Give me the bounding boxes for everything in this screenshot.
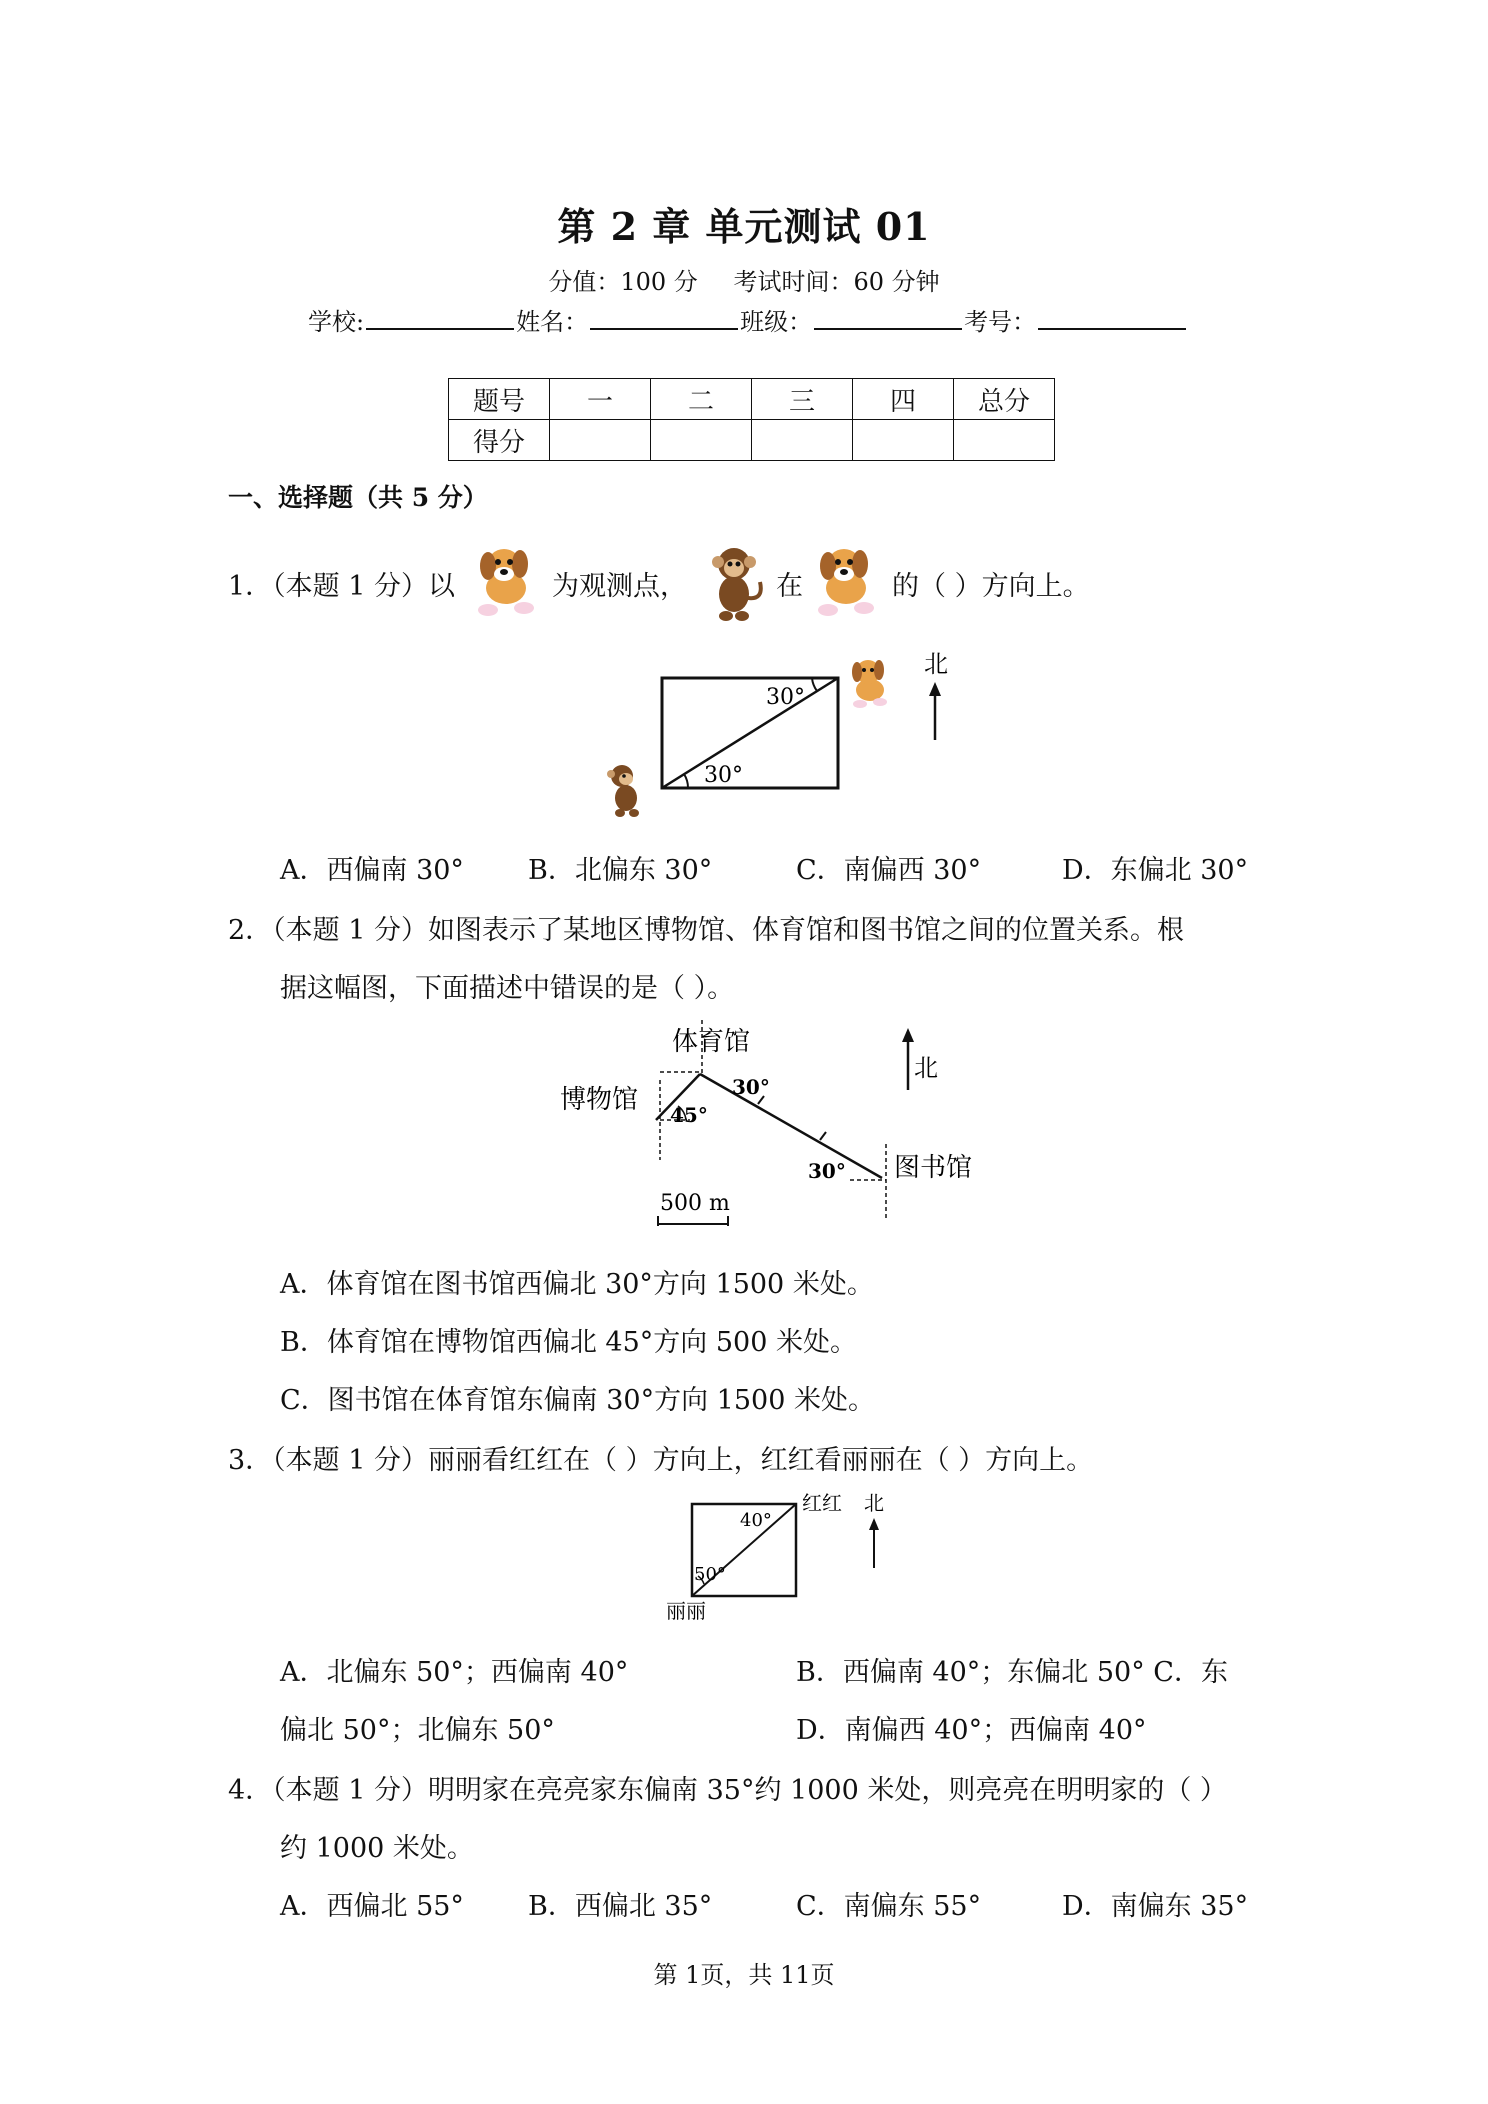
q4-option-c[interactable]: C．南偏东 55° (796, 1891, 982, 1922)
name-label: 姓名： (516, 308, 589, 336)
q1-stem-a: 1．（本题 1 分）以 (228, 571, 456, 602)
north-arrow-icon (869, 1518, 879, 1530)
table-cell: 三 (752, 379, 853, 420)
name-field[interactable] (590, 306, 738, 330)
q2-stem-line1: 2．（本题 1 分）如图表示了某地区博物馆、体育馆和图书馆之间的位置关系。根 (228, 915, 1185, 946)
north-arrow-icon (929, 682, 941, 696)
score-value: 分值：100 分 (548, 268, 698, 296)
table-cell: 得分 (449, 420, 550, 461)
north-arrow-icon (902, 1028, 914, 1042)
q1-angle-bottom: 30° (704, 763, 743, 788)
class-field[interactable] (814, 306, 962, 330)
q2-gym-label: 体育馆 (672, 1027, 751, 1057)
q1-option-a[interactable]: A．西偏南 30° (280, 855, 464, 886)
q1-stem-b: 为观测点， (552, 571, 687, 602)
exam-meta (0, 262, 1488, 297)
q3-figure (650, 1484, 910, 1624)
q2-library-label: 图书馆 (894, 1153, 973, 1183)
monkey-icon (607, 765, 639, 817)
q3-option-c-cont[interactable]: 偏北 50°；北偏东 50° (280, 1715, 555, 1746)
q3-angle-top: 40° (740, 1510, 772, 1531)
monkey-icon (704, 538, 768, 624)
dog-icon (806, 536, 886, 626)
q2-north-label: 北 (914, 1054, 938, 1082)
q4-stem-line2: 约 1000 米处。 (280, 1833, 474, 1864)
table-cell: 题号 (449, 379, 550, 420)
q1-angle-top: 30° (766, 685, 805, 710)
table-row (449, 420, 1055, 461)
score-table (448, 378, 1055, 461)
q3-option-b[interactable]: B．西偏南 40°；东偏北 50° C．东 (796, 1657, 1228, 1688)
score-cell[interactable] (853, 420, 954, 461)
q2-option-c[interactable]: C．图书馆在体育馆东偏南 30°方向 1500 米处。 (280, 1385, 875, 1416)
q1-stem-c: 在 (776, 571, 803, 602)
number-field[interactable] (1038, 306, 1186, 330)
score-cell[interactable] (550, 420, 651, 461)
score-cell[interactable] (752, 420, 853, 461)
school-label: 学校: (308, 308, 365, 336)
q2-option-a[interactable]: A．体育馆在图书馆西偏北 30°方向 1500 米处。 (280, 1269, 874, 1300)
number-label: 考号： (964, 308, 1037, 336)
q1-option-d[interactable]: D．东偏北 30° (1062, 855, 1249, 886)
page-title: 第 2 章 单元测试 01 (557, 204, 931, 249)
q1-stem-d: 的（ ）方向上。 (892, 571, 1090, 602)
school-field[interactable] (366, 306, 514, 330)
dog-icon (852, 660, 887, 708)
q4-option-b[interactable]: B．西偏北 35° (528, 1891, 713, 1922)
q4-option-a[interactable]: A．西偏北 55° (280, 1891, 464, 1922)
q2-stem-line2: 据这幅图，下面描述中错误的是（ ）。 (280, 973, 735, 1004)
table-row (449, 379, 1055, 420)
q2-angle-museum: 45° (670, 1103, 708, 1127)
q1-option-c[interactable]: C．南偏西 30° (796, 855, 982, 886)
q3-option-d[interactable]: D．南偏西 40°；西偏南 40° (796, 1715, 1147, 1746)
q1-north-label: 北 (924, 650, 948, 678)
q4-option-d[interactable]: D．南偏东 35° (1062, 1891, 1249, 1922)
table-cell: 四 (853, 379, 954, 420)
exam-time: 考试时间：60 分钟 (733, 268, 940, 296)
table-cell: 一 (550, 379, 651, 420)
table-cell: 二 (651, 379, 752, 420)
q3-honghong-label: 红红 (802, 1491, 842, 1515)
class-label: 班级： (740, 308, 813, 336)
q2-museum-label: 博物馆 (560, 1085, 639, 1115)
q2-angle-gym: 30° (732, 1075, 770, 1099)
q2-figure (560, 1020, 1020, 1240)
section-title: 一、选择题（共 5 分） (228, 483, 488, 512)
q3-lili-label: 丽丽 (666, 1599, 706, 1623)
q2-angle-library: 30° (808, 1159, 846, 1183)
q3-angle-bottom: 50° (694, 1564, 726, 1585)
q1-option-b[interactable]: B．北偏东 30° (528, 855, 713, 886)
dog-icon (466, 536, 546, 626)
q3-stem: 3．（本题 1 分）丽丽看红红在（ ）方向上，红红看丽丽在（ ）方向上。 (228, 1445, 1094, 1476)
table-cell: 总分 (954, 379, 1055, 420)
score-cell[interactable] (954, 420, 1055, 461)
student-info-line (308, 302, 1188, 337)
q2-scale-label: 500 m (660, 1191, 730, 1216)
q3-option-a[interactable]: A．北偏东 50°；西偏南 40° (280, 1657, 629, 1688)
page-number: 第 1页，共 11页 (653, 1961, 835, 1989)
q4-stem-line1: 4．（本题 1 分）明明家在亮亮家东偏南 35°约 1000 米处，则亮亮在明明家的（ ） (228, 1775, 1227, 1806)
q1-figure (580, 650, 1000, 830)
q3-north-label: 北 (864, 1491, 884, 1515)
score-cell[interactable] (651, 420, 752, 461)
q2-option-b[interactable]: B．体育馆在博物馆西偏北 45°方向 500 米处。 (280, 1327, 857, 1358)
